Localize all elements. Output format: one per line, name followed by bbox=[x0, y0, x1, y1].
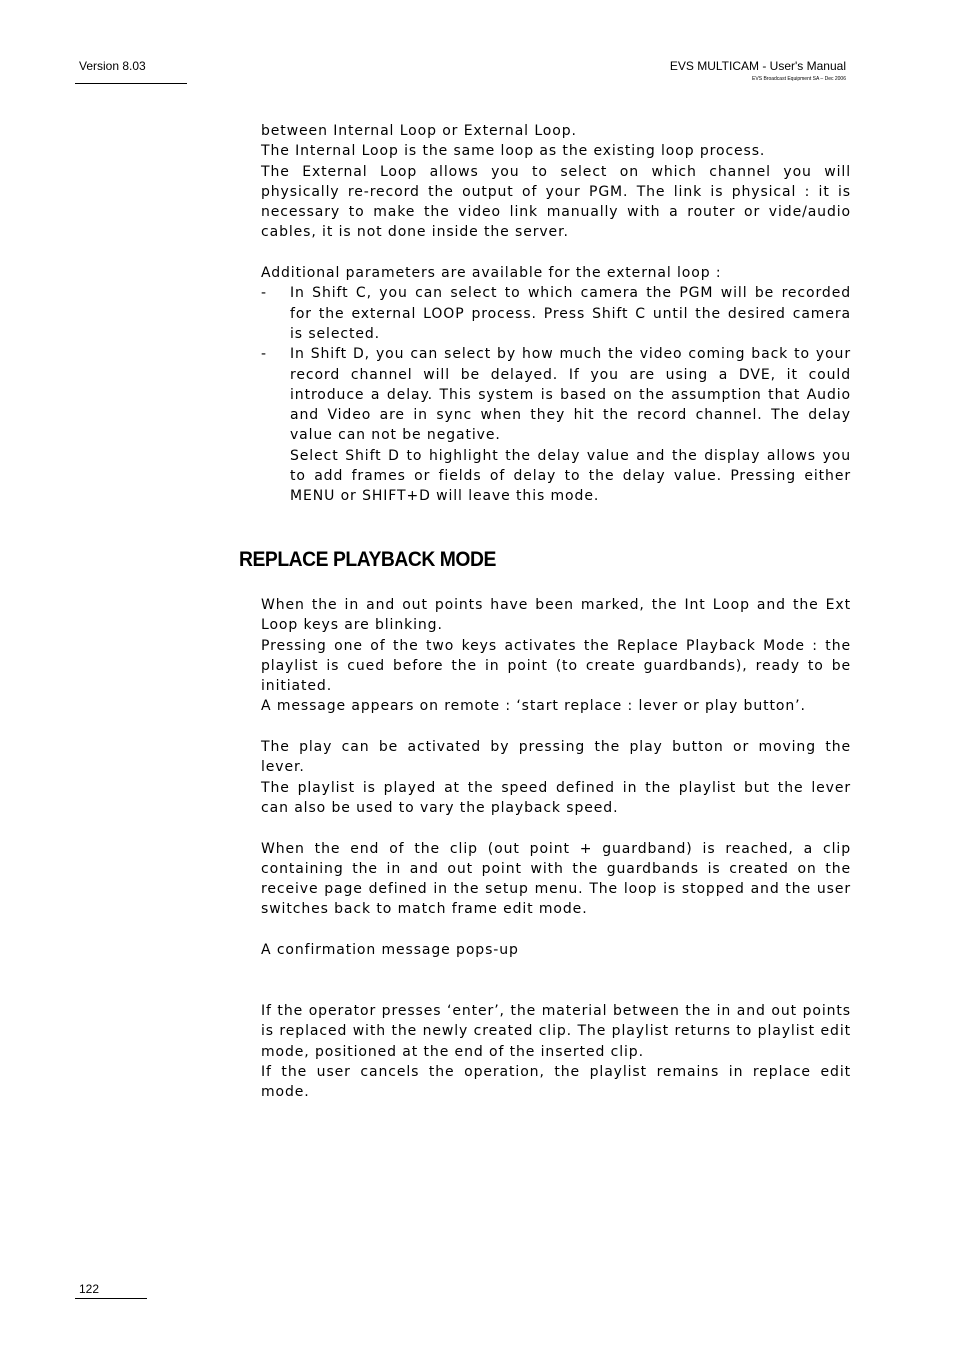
body-paragraph: The External Loop allows you to select on which channel you will physically re-record the output of your PGM. The link is physical : it is necessary to make the video link manually with a router or vide/audio cables, it is not done inside the server. bbox=[261, 163, 851, 241]
footer-rule bbox=[75, 1298, 147, 1299]
list-dash: - bbox=[261, 346, 267, 363]
section-heading: REPLACE PLAYBACK MODE bbox=[239, 548, 496, 571]
body-paragraph: If the user cancels the operation, the playlist remains in replace edit mode. bbox=[261, 1063, 851, 1101]
body-paragraph: If the operator presses ‘enter’, the material between the in and out points is replaced with the newly created clip. The playlist returns to playlist edit mode, positioned at the end of the inserted clip. bbox=[261, 1002, 851, 1060]
list-item-text: Select Shift D to highlight the delay value and the display allows you to add frames or fields of delay to the delay value. Pressing either MENU or SHIFT+D will leave this mode. bbox=[290, 447, 851, 505]
body-paragraph: The Internal Loop is the same loop as the existing loop process. bbox=[261, 143, 766, 160]
list-item bbox=[261, 344, 851, 506]
header-manual-subtitle: EVS Broadcast Equipment SA – Dec 2006 bbox=[752, 76, 846, 82]
header-version: Version 8.03 bbox=[79, 59, 146, 73]
body-paragraph: A confirmation message pops-up bbox=[261, 942, 519, 959]
body-paragraph: The playlist is played at the speed defined in the playlist but the lever can also be used to vary the playback speed. bbox=[261, 779, 851, 816]
header-manual-title: EVS MULTICAM - User's Manual bbox=[669, 59, 846, 73]
body-paragraph: A message appears on remote : ‘start replace : lever or play button’. bbox=[261, 698, 806, 715]
list-item bbox=[261, 283, 851, 344]
replace-section bbox=[261, 595, 851, 1102]
body-paragraph: Additional parameters are available for the external loop : bbox=[261, 265, 722, 282]
body-paragraph: When the in and out points have been marked, the Int Loop and the Ext Loop keys are blinking. bbox=[261, 597, 851, 634]
list-dash: - bbox=[261, 285, 267, 302]
body-paragraph: between Internal Loop or External Loop. bbox=[261, 123, 577, 139]
list-item-text: In Shift C, you can select to which camera the PGM will be recorded for the external LOOP process. Press Shift C until the desired camera is selected. bbox=[290, 285, 851, 342]
body-paragraph: Pressing one of the two keys activates the Replace Playback Mode : the playlist is cued before the in point (to create guardbands), ready to be initiated. bbox=[261, 637, 851, 695]
list-item-text: In Shift D, you can select by how much the video coming back to your record channel will be delayed. If you are using a DVE, it could introduce a delay. This system is based on the assumption that Audio and Video are in sync when they hit the record channel. The delay value can not be negative. bbox=[290, 346, 851, 444]
header-manual-info bbox=[546, 59, 846, 82]
page-number: 122 bbox=[79, 1282, 100, 1296]
header-rule bbox=[75, 83, 187, 84]
body-paragraph: When the end of the clip (out point + guardband) is reached, a clip containing the in and out point with the guardbands is created on the receive page defined in the setup menu. The loop is stopped and the user switches back to match frame edit mode. bbox=[261, 840, 851, 918]
body-paragraph: The play can be activated by pressing the play button or moving the lever. bbox=[261, 739, 851, 776]
loop-section bbox=[261, 121, 851, 507]
